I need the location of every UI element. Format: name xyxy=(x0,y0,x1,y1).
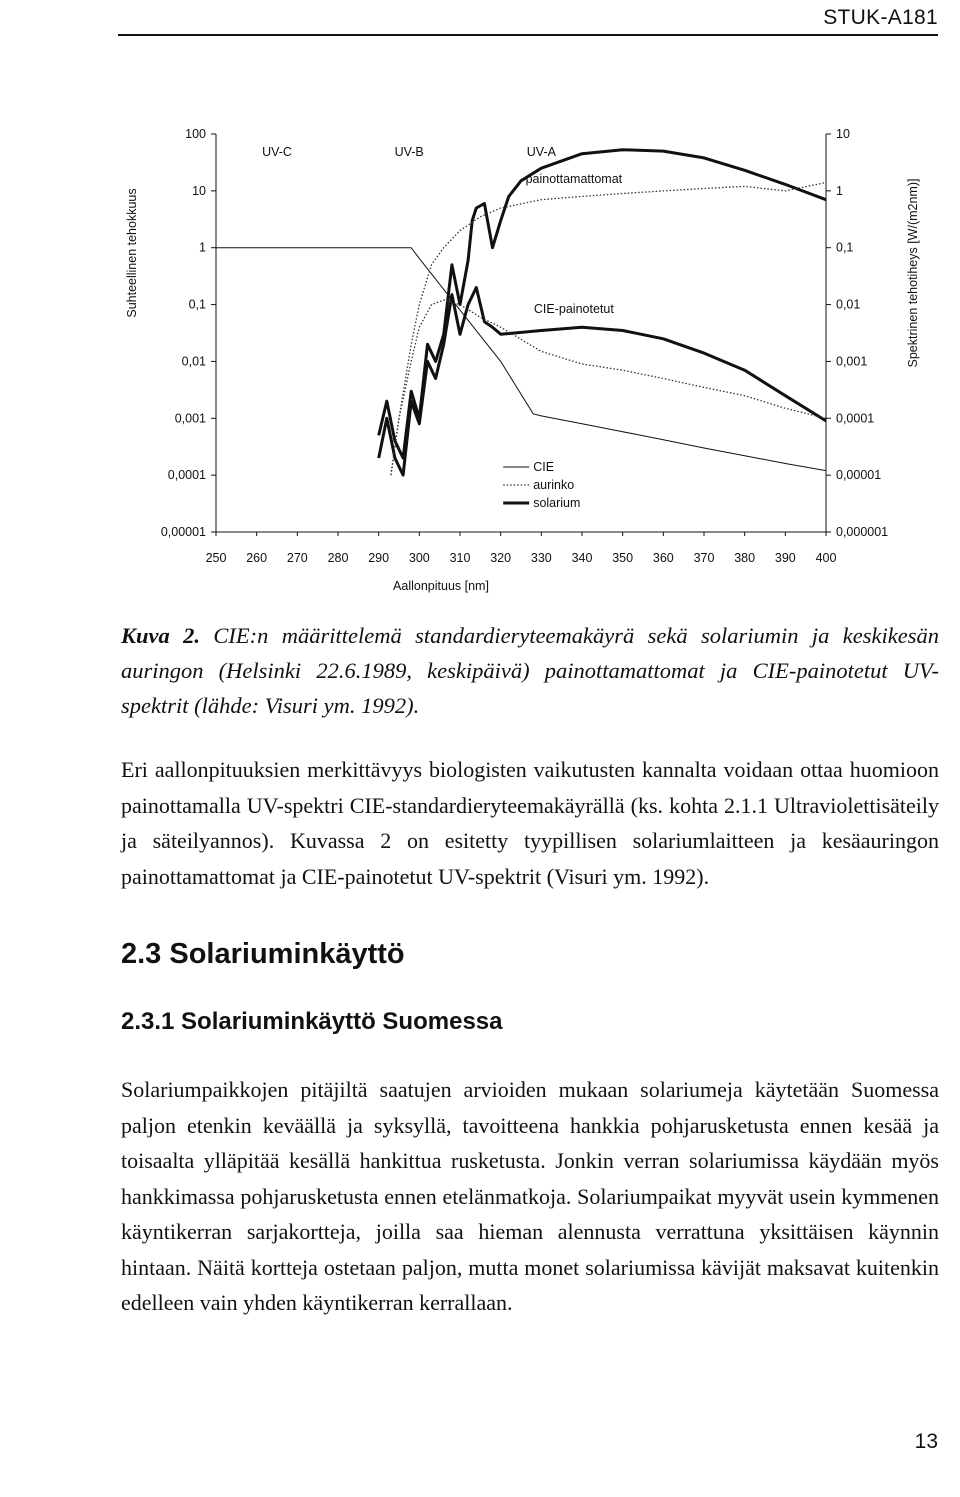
x-tick-label: 300 xyxy=(408,551,430,565)
y-left-axis-title: Suhteellinen tehokkuus xyxy=(125,188,139,318)
y-left-tick-label: 0,0001 xyxy=(167,468,206,483)
figure-caption xyxy=(121,618,939,723)
x-tick-label: 390 xyxy=(774,551,796,565)
figure-caption-text: CIE:n määrittelemä standardieryteemakäyrä sekä solariumin ja keskikesän auringon (Helsinki 22.6.1989, keskipäivä) painottamattomat ja CIE-painotetut UV-spektrit (lähde: Visuri ym. 1992). xyxy=(121,623,940,718)
x-tick-label: 270 xyxy=(286,551,308,565)
y-left-tick-label: 0,1 xyxy=(188,297,206,312)
y-right-tick-label: 0,01 xyxy=(836,297,861,312)
x-tick-label: 250 xyxy=(205,551,227,565)
x-tick-label: 280 xyxy=(327,551,349,565)
x-tick-label: 330 xyxy=(530,551,552,565)
x-tick-label: 360 xyxy=(652,551,674,565)
y-left-tick-label: 1 xyxy=(199,240,206,255)
y-left-tick-label: 10 xyxy=(192,183,206,198)
x-tick-label: 340 xyxy=(571,551,593,565)
y-left-tick-label: 0,01 xyxy=(181,354,206,369)
x-tick-label: 400 xyxy=(815,551,837,565)
y-right-tick-label: 0,0001 xyxy=(836,411,875,426)
y-left-tick-label: 100 xyxy=(185,127,206,141)
page-number: 13 xyxy=(914,1430,938,1453)
y-right-axis-title: Spektrinen tehotiheys [W/(m2nm)] xyxy=(906,178,920,368)
figure-label: Kuva 2. xyxy=(121,623,201,648)
y-right-tick-label: 0,000001 xyxy=(836,525,889,539)
y-right-tick-label: 0,001 xyxy=(836,354,868,369)
legend-label: aurinko xyxy=(533,478,575,492)
body-paragraph-1: Eri aallonpituuksien merkittävyys biologisten vaikutusten kannalta voidaan ottaa huomioon painottamalla UV-spektri CIE-standardieryteemakäyrällä (ks. kohta 2.1.1 Ultraviolettisäteily ja säteilyannos). Kuvassa 2 on esitetty tyypillisen solariumlaitteen ja kesäauringon painottamattomat ja CIE-painotetut UV-spektrit (Visuri ym. 1992). xyxy=(121,757,939,889)
uv-band-label: UV-A xyxy=(526,145,556,159)
legend-label: solarium xyxy=(533,496,581,510)
uv-spectrum-chart xyxy=(0,110,960,600)
y-right-tick-label: 1 xyxy=(836,183,843,198)
x-tick-label: 350 xyxy=(612,551,634,565)
legend-label: CIE xyxy=(533,460,555,474)
report-code: STUK-A181 xyxy=(823,6,938,29)
annotation-unweighted: painottamattomat xyxy=(525,171,623,186)
x-axis-title: Aallonpituus [nm] xyxy=(393,579,489,593)
x-tick-label: 310 xyxy=(449,551,471,565)
body-paragraph-2: Solariumpaikkojen pitäjiltä saatujen arvioiden mukaan solariumeja käytetään Suomessa paljon etenkin keväällä ja syksyllä, tavoitteena hankkia pohjarusketusta ennen kesää ja toisaalta ylläpitää kesällä hankittua rusketusta. Jonkin verran solariumissa käydään myös hankkimassa pohjarusketusta ennen etelänmatkoja. Solariumpaikat myyvät usein kymmenen käyntikerran sarjakortteja, joilla saa hieman alennusta verrattuna yksittäisen käynnin hintaan. Näitä kortteja ostetaan paljon, mutta monet solariumissa kävijät maksavat kuitenkin edelleen vain yhden käyntikerran kerrallaan. xyxy=(121,1077,939,1315)
y-left-tick-label: 0,00001 xyxy=(160,525,206,539)
y-right-tick-label: 0,1 xyxy=(836,240,854,255)
subsection-heading: 2.3.1 Solariuminkäyttö Suomessa xyxy=(121,1008,503,1035)
uv-band-label: UV-B xyxy=(394,145,424,159)
y-left-tick-label: 0,001 xyxy=(174,411,206,426)
x-tick-label: 290 xyxy=(368,551,390,565)
x-tick-label: 380 xyxy=(734,551,756,565)
x-tick-label: 370 xyxy=(693,551,715,565)
x-tick-label: 260 xyxy=(246,551,268,565)
uv-band-label: UV-C xyxy=(262,145,292,159)
y-right-tick-label: 0,00001 xyxy=(836,468,882,483)
x-tick-label: 320 xyxy=(490,551,512,565)
y-right-tick-label: 10 xyxy=(836,127,850,141)
header-rule xyxy=(118,34,938,36)
series-CIE-line xyxy=(216,248,826,471)
series-aurinko-cie-painotetut-line xyxy=(391,300,826,475)
section-heading: 2.3 Solariuminkäyttö xyxy=(121,938,405,970)
annotation-weighted: CIE-painotetut xyxy=(533,302,614,317)
